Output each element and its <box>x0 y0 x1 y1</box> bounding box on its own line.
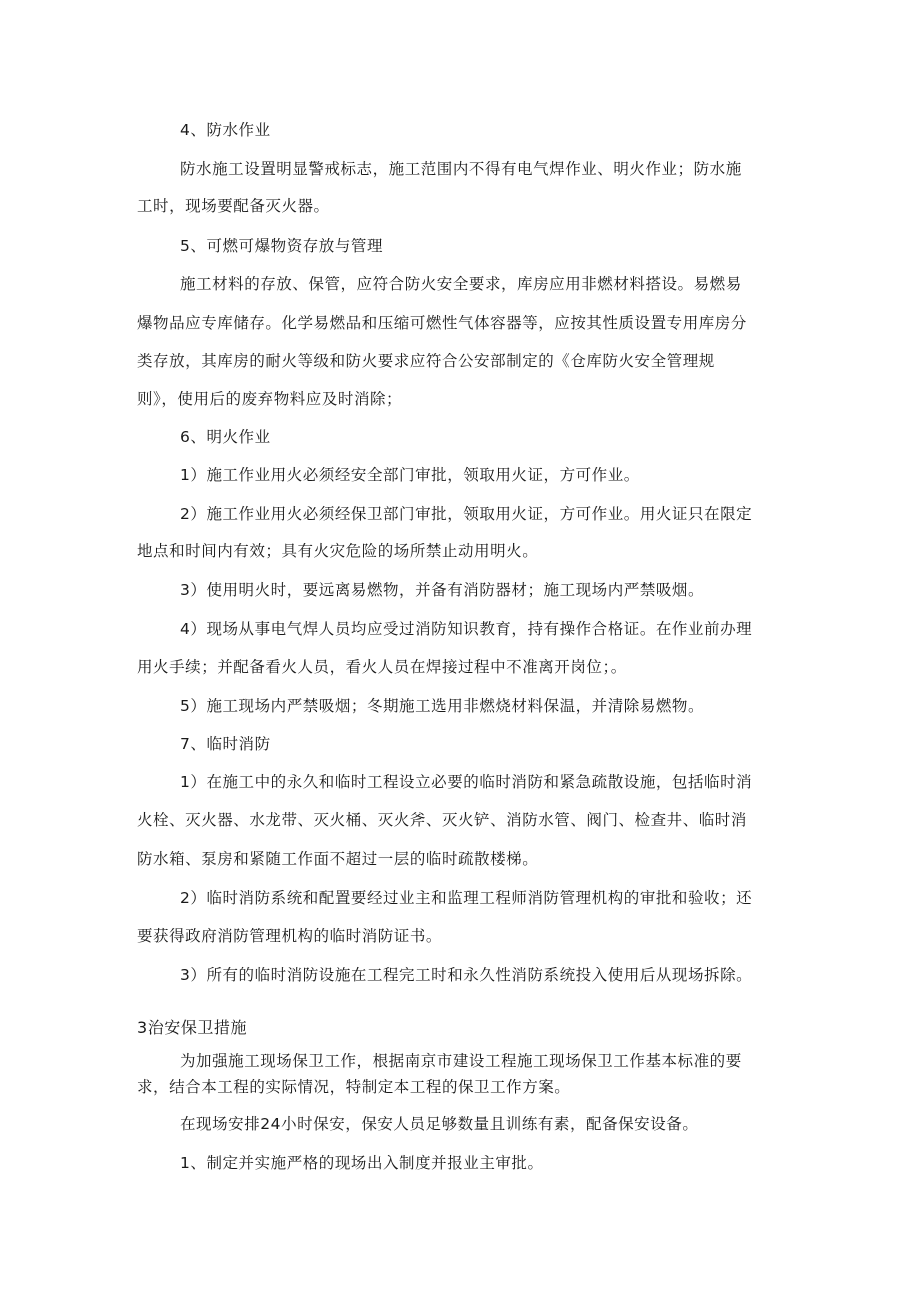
paragraph-line: 爆物品应专库储存。化学易燃品和压缩可燃性气体容器等，应按其性质设置专用库房分 <box>137 314 747 332</box>
paragraph-line: 在现场安排24小时保安，保安人员足够数量且训练有素，配备保安设备。 <box>180 1115 699 1133</box>
heading-6: 6、明火作业 <box>180 428 271 446</box>
list-item: 1）在施工中的永久和临时工程设立必要的临时消防和紧急疏散设施，包括临时消 <box>180 773 753 791</box>
list-item: 4）现场从事电气焊人员均应受过消防知识教育，持有操作合格证。在作业前办理 <box>180 620 753 638</box>
paragraph-line: 火栓、灭火器、水龙带、灭火桶、灭火斧、灭火铲、消防水管、阀门、检查井、临时消 <box>137 811 747 829</box>
paragraph-line: 为加强施工现场保卫工作，根据南京市建设工程施工现场保卫工作基本标准的要 <box>180 1052 742 1070</box>
list-item: 1）施工作业用火必须经安全部门审批，领取用火证，方可作业。 <box>180 466 640 484</box>
paragraph-line: 施工材料的存放、保管，应符合防火安全要求，库房应用非燃材料搭设。易燃易 <box>180 275 742 293</box>
list-item: 2）施工作业用火必须经保卫部门审批，领取用火证，方可作业。用火证只在限定 <box>180 505 753 523</box>
paragraph-line: 要获得政府消防管理机构的临时消防证书。 <box>137 927 442 945</box>
paragraph-line: 类存放，其库房的耐火等级和防火要求应符合公安部制定的《仓库防火安全管理规 <box>137 352 715 370</box>
list-item: 3）使用明火时，要远离易燃物，并备有消防器材；施工现场内严禁吸烟。 <box>180 581 705 599</box>
list-item: 2）临时消防系统和配置要经过业主和监理工程师消防管理机构的审批和验收；还 <box>180 889 753 907</box>
paragraph-line: 防水箱、泵房和紧随工作面不超过一层的临时疏散楼梯。 <box>137 850 539 868</box>
paragraph-line: 求，结合本工程的实际情况，特制定本工程的保卫工作方案。 <box>137 1078 571 1096</box>
paragraph-line: 地点和时间内有效；具有火灾危险的场所禁止动用明火。 <box>137 542 539 560</box>
section-heading: 3治安保卫措施 <box>137 1018 248 1037</box>
heading-7: 7、临时消防 <box>180 735 271 753</box>
paragraph-line: 防水施工设置明显警戒标志，施工范围内不得有电气焊作业、明火作业；防水施 <box>180 160 742 178</box>
heading-4: 4、防水作业 <box>180 121 271 139</box>
paragraph-line: 工时，现场要配备灭火器。 <box>137 197 330 215</box>
paragraph-line: 则》，使用后的废弃物料应及时消除； <box>137 390 403 408</box>
paragraph-line: 用火手续；并配备看火人员，看火人员在焊接过程中不准离开岗位；。 <box>137 658 627 676</box>
heading-5: 5、可燃可爆物资存放与管理 <box>180 237 384 255</box>
list-item: 5）施工现场内严禁吸烟；冬期施工选用非燃烧材料保温，并清除易燃物。 <box>180 697 705 715</box>
list-item: 3）所有的临时消防设施在工程完工时和永久性消防系统投入使用后从现场拆除。 <box>180 966 753 984</box>
list-item: 1、制定并实施严格的现场出入制度并报业主审批。 <box>180 1154 544 1172</box>
